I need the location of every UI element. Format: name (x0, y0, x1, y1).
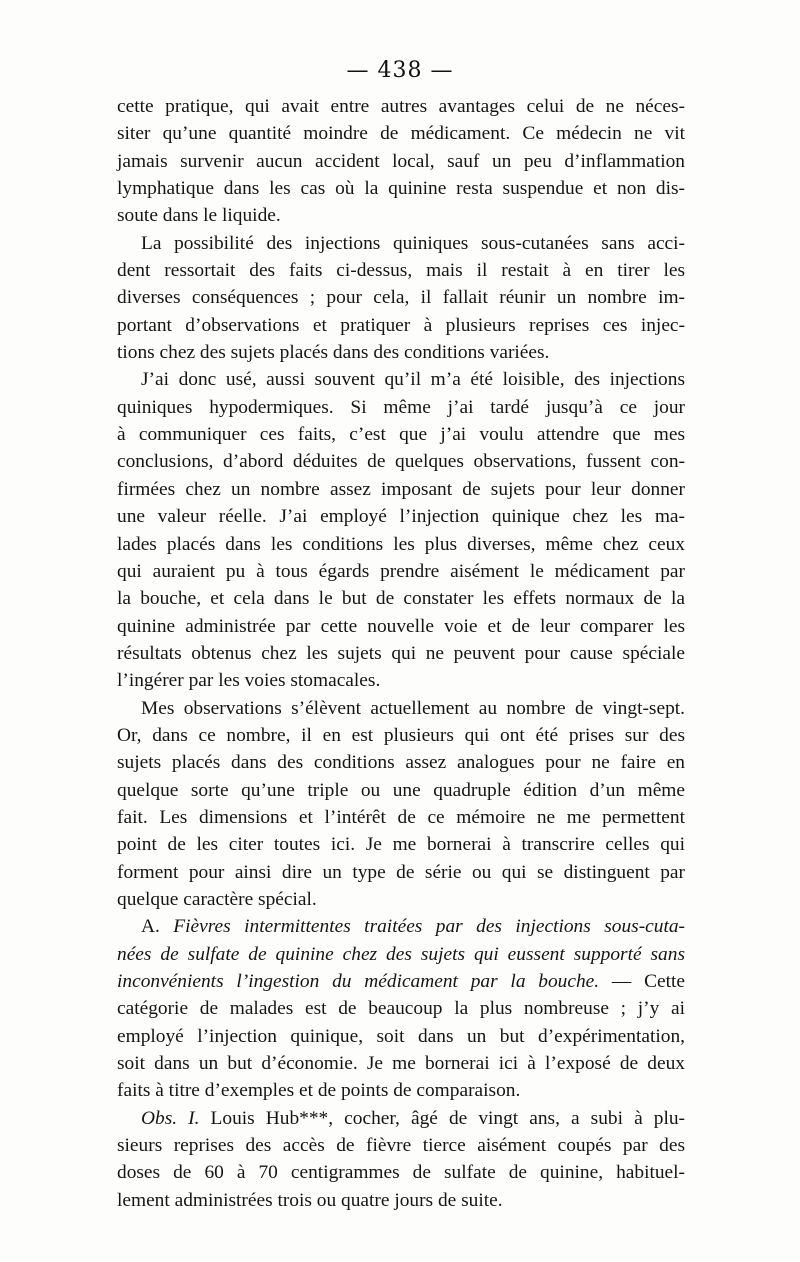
text-line: catégorie de malades est de beaucoup la plus nombreuse ; j’y ai (117, 998, 685, 1020)
text-line: nées de sulfate de quinine chez des sujets qui eussent supporté sans (117, 943, 685, 965)
text-line: quinine administrée par cette nouvelle voie et de leur comparer les (117, 615, 685, 637)
text-line: lades placés dans les conditions les plus diverses, même chez ceux (117, 533, 685, 555)
text-line: qui auraient pu à tous égards prendre aisément le médicament par (117, 560, 685, 582)
text-line: l’ingérer par les voies stomacales. (117, 670, 381, 692)
text-line: une valeur réelle. J’ai employé l’injection quinique chez les ma- (117, 506, 685, 528)
text-line: doses de 60 à 70 centigrammes de sulfate de quinine, habituel- (117, 1162, 685, 1184)
text-line: J’ai donc usé, aussi souvent qu’il m’a été loisible, des injections (141, 369, 685, 391)
text-line: quelque caractère spécial. (117, 888, 317, 910)
text-line: A. Fièvres intermittentes traitées par des injections sous-cuta- (141, 916, 685, 938)
text-line: conclusions, d’abord déduites de quelques observations, fussent con- (117, 451, 685, 473)
text-line: tions chez des sujets placés dans des conditions variées. (117, 342, 550, 364)
text-line: diverses conséquences ; pour cela, il fallait réunir un nombre im- (117, 287, 685, 309)
text-line: lement administrées trois ou quatre jours de suite. (117, 1189, 503, 1211)
body-text (117, 93, 685, 1214)
text-line: la bouche, et cela dans le but de constater les effets normaux de la (117, 588, 685, 610)
text-line: La possibilité des injections quiniques sous-cutanées sans acci- (141, 232, 685, 254)
text-line: forment pour ainsi dire un type de série ou qui se distinguent par (117, 861, 685, 883)
text-line: faits à titre d’exemples et de points de comparaison. (117, 1080, 521, 1102)
text-line: Mes observations s’élèvent actuellement au nombre de vingt-sept. (141, 697, 685, 719)
text-line: portant d’observations et pratiquer à plusieurs reprises ces injec- (117, 314, 685, 336)
text-line: quiniques hypodermiques. Si même j’ai tardé jusqu’à ce jour (117, 396, 685, 418)
text-line: sujets placés dans des conditions assez analogues pour ne faire en (117, 752, 685, 774)
text-line: cette pratique, qui avait entre autres avantages celui de ne néces- (117, 96, 685, 117)
text-line: point de les citer toutes ici. Je me bornerai à transcrire celles qui (117, 834, 685, 856)
text-line: fait. Les dimensions et l’intérêt de ce mémoire ne me permettent (117, 806, 685, 828)
text-line: dent ressortait des faits ci-dessus, mais il restait à en tirer les (117, 260, 685, 282)
text-line: lymphatique dans les cas où la quinine resta suspendue et non dis- (117, 178, 685, 200)
text-line: firmées chez un nombre assez imposant de sujets pour leur donner (117, 478, 685, 500)
text-line: soit dans un but d’économie. Je me bornerai ici à l’exposé de deux (117, 1053, 685, 1075)
text-line: Obs. I. Louis Hub***, cocher, âgé de vingt ans, a subi à plu- (141, 1107, 685, 1129)
text-line: soute dans le liquide. (117, 205, 281, 227)
text-line: Or, dans ce nombre, il en est plusieurs qui ont été prises sur des (117, 724, 685, 746)
text-line: siter qu’une quantité moindre de médicament. Ce médecin ne vit (117, 123, 685, 145)
page-number: — 438 — (346, 58, 454, 83)
text-line: résultats obtenus chez les sujets qui ne peuvent pour cause spéciale (117, 642, 685, 664)
text-line: jamais survenir aucun accident local, sauf un peu d’inflammation (117, 150, 685, 172)
text-line: sieurs reprises des accès de fièvre tierce aisément coupés par des (117, 1135, 685, 1157)
text-line: inconvénients l’ingestion du médicament par la bouche. — Cette (117, 971, 685, 992)
text-line: quelque sorte qu’une triple ou une quadruple édition d’un même (117, 779, 685, 801)
text-line: à communiquer ces faits, c’est que j’ai voulu attendre que mes (117, 424, 685, 446)
text-line: employé l’injection quinique, soit dans un but d’expérimentation, (117, 1025, 685, 1047)
